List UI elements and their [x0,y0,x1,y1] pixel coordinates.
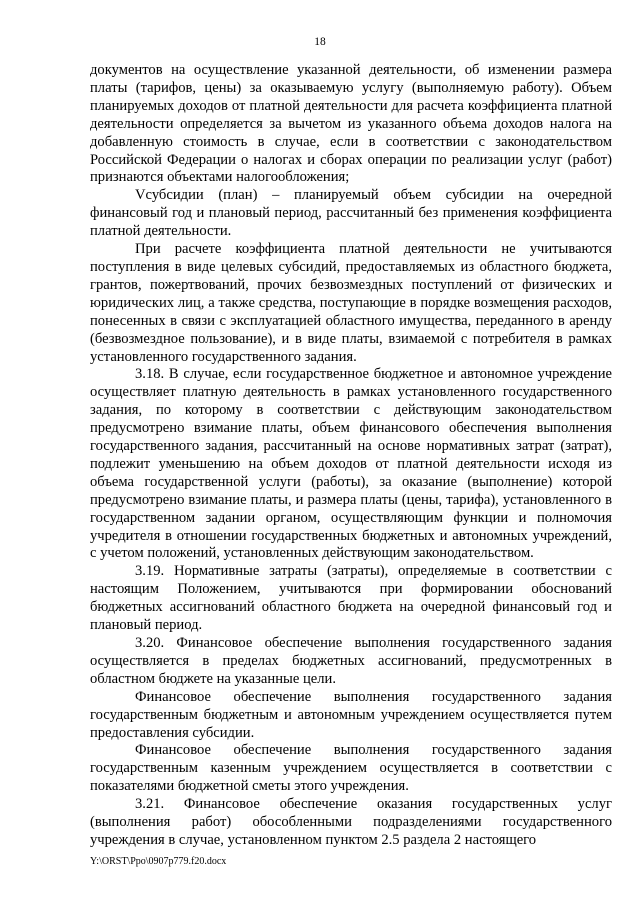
footer-file-path: Y:\ORST\Ppo\0907p779.f20.docx [90,856,227,867]
paragraph: Финансовое обеспечение выполнения государственного задания государственным казенным учреждением осуществляется в соответствии с показателями бюджетной сметы этого учреждения. [90,742,612,795]
paragraph: При расчете коэффициента платной деятельности не учитываются поступления в виде целевых субсидий, предоставляемых из областного бюджета, грантов, пожертвований, прочих безвозмездных поступлений от физических и юридических лиц, а также средства, поступающие в порядке возмещения расходов, понесенных в связи с эксплуатацией областного имущества, переданного в аренду (безвозмездное пользование), и в виде платы, взимаемой с потребителя в рамках установленного государственного задания. [90,241,612,365]
paragraph-3-21: 3.21. Финансовое обеспечение оказания государственных услуг (выполнения работ) обособленными подразделениями государственного учреждения в случае, установленном пунктом 2.5 раздела 2 настоящего [90,796,612,848]
paragraph: Vсубсидии (план) – планируемый объем субсидии на очередной финансовый год и плановый период, рассчитанный без применения коэффициента платной деятельности. [90,187,612,240]
paragraph: Финансовое обеспечение выполнения государственного задания государственным бюджетным и автономным учреждением осуществляется путем предоставления субсидии. [90,688,612,741]
paragraph-3-19: 3.19. Нормативные затраты (затраты), определяемые в соответствии с настоящим Положением, учитываются при формировании обоснований бюджетных ассигнований областного бюджета на очередной финансовый год и плановый период. [90,563,612,634]
body-text [90,62,612,850]
paragraph-3-18: 3.18. В случае, если государственное бюджетное и автономное учреждение осуществляет платную деятельность в рамках установленного государственного задания, по которому в соответствии с действующим законодательством предусмотрено взимание платы, объем финансового обеспечения выполнения государственного задания, рассчитанный на основе нормативных затрат (затрат), подлежит уменьшению на объем доходов от платной деятельности исходя из объема государственной услуги (работы), за оказание (выполнение) которой предусмотрено взимание платы, и размера платы (цены, тарифа), установленного в государственном задании органом, осуществляющим функции и полномочия учредителя в отношении государственных бюджетных и автономных учреждений, с учетом положений, установленных действующим законодательством. [90,366,612,562]
paragraph: документов на осуществление указанной деятельности, об изменении размера платы (тарифов, цены) за оказываемую услугу (выполняемую работу). Объем планируемых доходов от платной деятельности для расчета коэффициента платной деятельности определяется за вычетом из указанного объема доходов налога на добавленную стоимость в случае, если в соответствии с законодательством Российской Федерации о налогах и сборах операции по реализации услуг (работ) признаются объектами налогообложения; [90,62,612,186]
paragraph-3-20: 3.20. Финансовое обеспечение выполнения государственного задания осуществляется в пределах бюджетных ассигнований, предусмотренных в областном бюджете на указанные цели. [90,635,612,687]
page-number: 18 [314,36,326,48]
